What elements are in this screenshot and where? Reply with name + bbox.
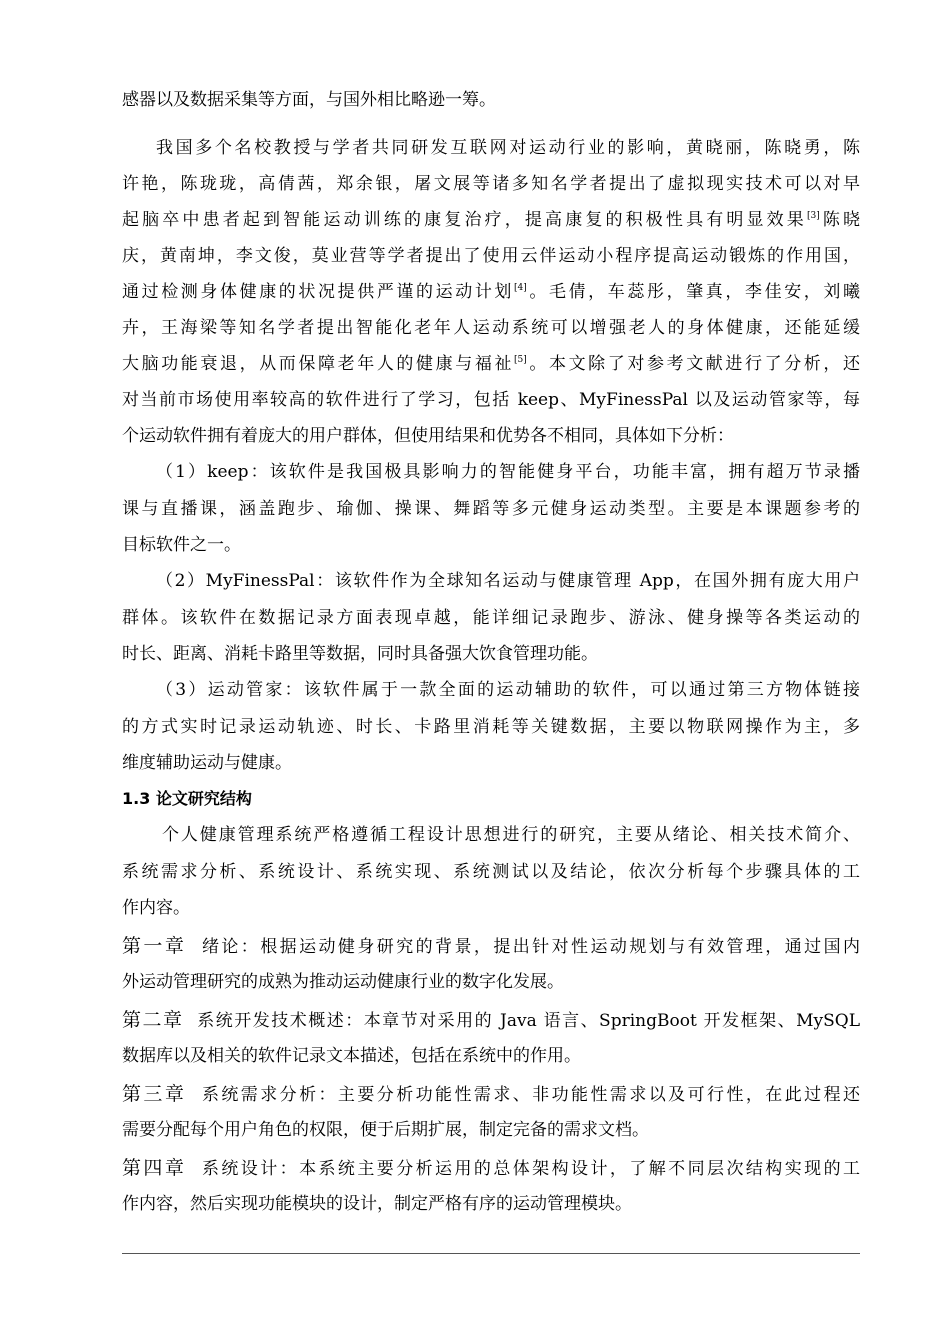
- text-line: 通过检测身体健康的状况提供严谨的运动计划[4]。毛倩，车蕊彤，肇真，李佳安，刘曦: [122, 282, 861, 302]
- text-line: （2）MyFinessPal：该软件作为全球知名运动与健康管理 App，在国外拥有庞大用户: [156, 571, 860, 591]
- text-line: 数据库以及相关的软件记录文本描述，包括在系统中的作用。: [122, 1046, 581, 1066]
- citation-ref[interactable]: [3]: [806, 211, 820, 221]
- text-line: 需要分配每个用户角色的权限，便于后期扩展，制定完备的需求文档。: [122, 1120, 649, 1140]
- chapter-line: 第二章 系统开发技术概述：本章节对采用的 Java 语言、SpringBoot 开发框架、MySQL: [122, 1009, 861, 1031]
- text-line: 个运动软件拥有着庞大的用户群体，但使用结果和优势各不相同，具体如下分析：: [122, 426, 734, 446]
- chapter-line: 第三章 系统需求分析：主要分析功能性需求、非功能性需求以及可行性，在此过程还: [122, 1083, 860, 1105]
- chapter-label: 第四章: [122, 1157, 187, 1179]
- citation-ref[interactable]: [4]: [514, 283, 527, 293]
- text-line: 群体。该软件在数据记录方面表现卓越，能详细记录跑步、游泳、健身操等各类运动的: [122, 608, 860, 628]
- text-line: 的方式实时记录运动轨迹、时长、卡路里消耗等关键数据，主要以物联网操作为主，多: [122, 717, 860, 737]
- text-line: 系统需求分析、系统设计、系统实现、系统测试以及结论，依次分析每个步骤具体的工: [122, 862, 860, 882]
- text-line: 庆，黄南坤，李文俊，莫业营等学者提出了使用云伴运动小程序提高运动锻炼的作用国，: [122, 246, 860, 266]
- text-line: 我国多个名校教授与学者共同研发互联网对运动行业的影响，黄晓丽，陈晓勇，陈: [156, 138, 860, 158]
- chapter-label: 第二章: [122, 1009, 184, 1031]
- footer-divider: [122, 1253, 860, 1254]
- text-line: （3）运动管家：该软件属于一款全面的运动辅助的软件，可以通过第三方物体链接: [156, 680, 860, 700]
- chapter-label: 第一章: [122, 935, 187, 957]
- text-line: 作内容。: [122, 898, 190, 918]
- chapter-line: 第四章 系统设计：本系统主要分析运用的总体架构设计，了解不同层次结构实现的工: [122, 1157, 860, 1179]
- citation-ref[interactable]: [5]: [514, 355, 527, 365]
- text-line: 外运动管理研究的成熟为推动运动健康行业的数字化发展。: [122, 972, 564, 992]
- text-line: 许艳，陈珑珑，高倩茜，郑余银，屠文展等诸多知名学者提出了虚拟现实技术可以对早: [122, 174, 860, 194]
- text-line: 起脑卒中患者起到智能运动训练的康复治疗，提高康复的积极性具有明显效果[3]陈晓: [122, 210, 861, 230]
- text-line: （1）keep：该软件是我国极具影响力的智能健身平台，功能丰富，拥有超万节录播: [156, 462, 860, 482]
- section-heading: 1.3 论文研究结构: [122, 789, 252, 808]
- text-line: 对当前市场使用率较高的软件进行了学习，包括 keep、MyFinessPal 以及运动管家等，每: [122, 390, 860, 410]
- text-line: 目标软件之一。: [122, 535, 241, 555]
- chapter-label: 第三章: [122, 1083, 187, 1105]
- text-line: 卉，王海梁等知名学者提出智能化老年人运动系统可以增强老人的身体健康，还能延缓: [122, 318, 860, 338]
- text-line: 大脑功能衰退，从而保障老年人的健康与福祉[5]。本文除了对参考文献进行了分析，还: [122, 354, 861, 374]
- chapter-line: 第一章 绪论：根据运动健身研究的背景，提出针对性运动规划与有效管理，通过国内: [122, 935, 860, 957]
- text-line: 作内容，然后实现功能模块的设计，制定严格有序的运动管理模块。: [122, 1194, 632, 1214]
- text-line: 课与直播课，涵盖跑步、瑜伽、操课、舞蹈等多元健身运动类型。主要是本课题参考的: [122, 499, 860, 519]
- text-line: 维度辅助运动与健康。: [122, 753, 292, 773]
- text-line: 个人健康管理系统严格遵循工程设计思想进行的研究，主要从绪论、相关技术简介、: [162, 825, 860, 845]
- text-line: 时长、距离、消耗卡路里等数据，同时具备强大饮食管理功能。: [122, 644, 598, 664]
- text-line: 感器以及数据采集等方面，与国外相比略逊一筹。: [122, 90, 496, 110]
